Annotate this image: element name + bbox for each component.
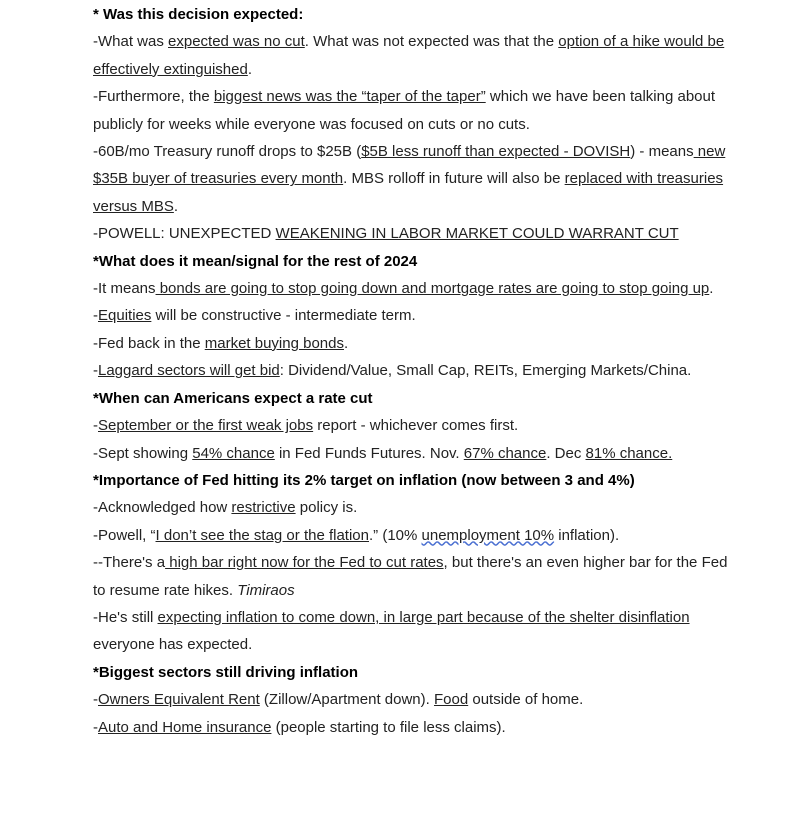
underlined-text: Laggard sectors will get bid bbox=[98, 362, 280, 380]
body-paragraph bbox=[93, 714, 733, 741]
body-paragraph bbox=[93, 549, 733, 604]
underlined-text: WEAKENING IN LABOR MARKET COULD WARRANT CUT bbox=[275, 225, 679, 243]
text-run: -Powell, “ bbox=[93, 526, 156, 544]
section-heading bbox=[93, 1, 733, 28]
text-run: . Dec bbox=[546, 444, 586, 462]
body-paragraph bbox=[93, 330, 733, 357]
text-run: - bbox=[93, 718, 98, 736]
body-paragraph bbox=[93, 357, 733, 384]
section-heading bbox=[93, 659, 733, 686]
underlined-text: 81% chance. bbox=[585, 444, 673, 462]
text-run: *Biggest sectors still driving inflation bbox=[93, 663, 359, 681]
text-run: everyone has expected. bbox=[93, 636, 253, 654]
italic-text: Timiraos bbox=[237, 581, 295, 599]
body-paragraph bbox=[93, 412, 733, 439]
body-paragraph bbox=[93, 440, 733, 467]
text-run: ) - means bbox=[630, 143, 694, 161]
text-run: -Furthermore, the bbox=[93, 88, 214, 106]
text-run: - bbox=[93, 691, 98, 709]
underlined-text: $5B less runoff than expected - DOVISH bbox=[361, 143, 631, 161]
document-body bbox=[93, 1, 733, 741]
underlined-text: replaced with treasuries versus MBS bbox=[93, 170, 724, 215]
text-run: . What was not expected was that the bbox=[304, 33, 559, 51]
underlined-text: Food bbox=[433, 691, 469, 709]
text-run: --There's a bbox=[93, 554, 166, 572]
text-run: outside of home. bbox=[468, 691, 584, 709]
body-paragraph bbox=[93, 220, 733, 247]
underlined-text: restrictive bbox=[231, 499, 296, 517]
text-run: -It means bbox=[93, 280, 156, 298]
text-run: -He's still bbox=[93, 608, 158, 626]
text-run: (people starting to file less claims). bbox=[271, 718, 506, 736]
underlined-text: market buying bonds bbox=[204, 334, 344, 352]
body-paragraph bbox=[93, 138, 733, 220]
body-paragraph bbox=[93, 522, 733, 549]
spellcheck-flagged-text: unemployment 10% bbox=[421, 526, 555, 544]
underlined-text: bonds are going to stop going down and mortgage rates are going to stop going up bbox=[155, 280, 710, 298]
body-paragraph bbox=[93, 494, 733, 521]
text-run: (Zillow/Apartment down). bbox=[259, 691, 434, 709]
text-run: *Importance of Fed hitting its 2% target on inflation (now between 3 and 4%) bbox=[93, 471, 635, 489]
underlined-text: September or the first weak jobs bbox=[98, 417, 314, 435]
body-paragraph bbox=[93, 275, 733, 302]
text-run: -Fed back in the bbox=[93, 334, 205, 352]
body-paragraph bbox=[93, 83, 733, 138]
text-run: . bbox=[247, 60, 252, 78]
body-paragraph bbox=[93, 686, 733, 713]
body-paragraph bbox=[93, 604, 733, 659]
section-heading bbox=[93, 248, 733, 275]
text-run: : Dividend/Value, Small Cap, REITs, Emerging Markets/China. bbox=[279, 362, 692, 380]
text-run: * Was this decision expected: bbox=[93, 6, 304, 23]
text-run: - bbox=[93, 307, 98, 325]
underlined-text: option of a hike would be effectively extinguished bbox=[93, 33, 725, 78]
text-run: -What was bbox=[93, 33, 169, 51]
text-run: . bbox=[343, 334, 349, 352]
text-run: -POWELL: UNEXPECTED bbox=[93, 225, 276, 243]
underlined-text: Owners Equivalent Rent bbox=[98, 691, 260, 709]
text-run: *When can Americans expect a rate cut bbox=[93, 389, 373, 407]
text-run: inflation). bbox=[554, 526, 620, 544]
text-run: . bbox=[709, 280, 714, 298]
text-run: - bbox=[93, 362, 98, 380]
text-run: . bbox=[173, 197, 179, 215]
text-run: will be constructive - intermediate term. bbox=[151, 307, 416, 325]
text-run: . MBS rolloff in future will also be bbox=[343, 170, 565, 188]
text-run: which we have been talking about publicly for weeks while everyone was focused on cuts or no cuts. bbox=[93, 88, 716, 133]
underlined-text: 54% chance bbox=[192, 444, 275, 462]
underlined-text: Equities bbox=[98, 307, 152, 325]
body-paragraph bbox=[93, 302, 733, 329]
text-run: , but there's an even higher bar for the Fed to resume rate hikes. bbox=[93, 554, 728, 599]
text-run: *What does it mean/signal for the rest of 2024 bbox=[93, 252, 418, 270]
underlined-text: 67% chance bbox=[463, 444, 547, 462]
underlined-text: I don’t see the stag or the flation bbox=[155, 526, 369, 544]
body-paragraph bbox=[93, 28, 733, 83]
text-run: in Fed Funds Futures. Nov. bbox=[274, 444, 464, 462]
underlined-text: expecting inflation to come down, in large part because of the shelter disinflation bbox=[157, 608, 690, 626]
underlined-text: high bar right now for the Fed to cut rates bbox=[165, 554, 444, 572]
section-heading bbox=[93, 467, 733, 494]
text-run: - bbox=[93, 417, 98, 435]
underlined-text: new $35B buyer of treasuries every month bbox=[93, 143, 726, 188]
text-run: -Sept showing bbox=[93, 444, 193, 462]
text-run: policy is. bbox=[295, 499, 358, 517]
underlined-text: expected was no cut bbox=[168, 33, 305, 51]
section-heading bbox=[93, 385, 733, 412]
text-run: -60B/mo Treasury runoff drops to $25B ( bbox=[93, 143, 362, 161]
text-run: -Acknowledged how bbox=[93, 499, 232, 517]
text-run: .” (10% bbox=[369, 526, 422, 544]
underlined-text: Auto and Home insurance bbox=[98, 718, 272, 736]
text-run: report - whichever comes first. bbox=[313, 417, 519, 435]
underlined-text: biggest news was the “taper of the taper” bbox=[213, 88, 486, 106]
